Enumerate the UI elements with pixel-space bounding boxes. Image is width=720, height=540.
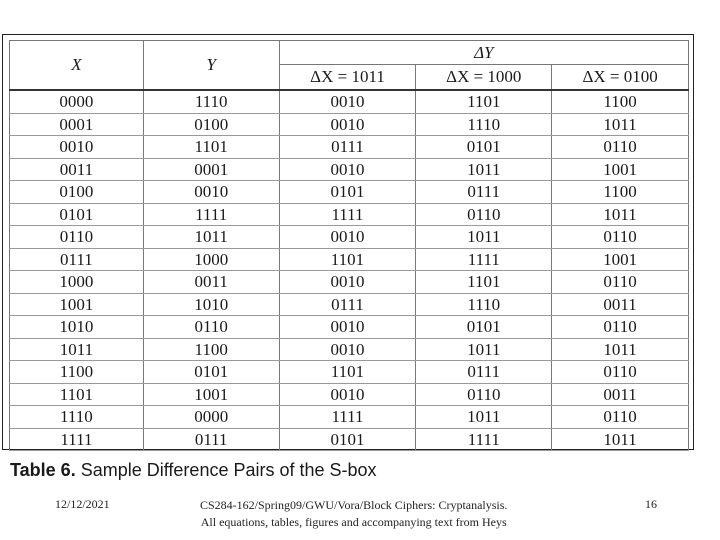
table-cell: 0010 (10, 136, 144, 159)
table-cell: 0010 (279, 338, 416, 361)
table-cell: 0010 (143, 181, 279, 204)
table-cell: 1011 (416, 406, 552, 429)
table-cell: 0110 (552, 226, 689, 249)
table-row (10, 226, 689, 249)
table-cell: 0101 (416, 136, 552, 159)
table-cell: 1000 (143, 248, 279, 271)
table-cell: 0100 (143, 113, 279, 136)
table-row (10, 113, 689, 136)
table-cell: 1001 (552, 158, 689, 181)
footer-date: 12/12/2021 (55, 497, 110, 511)
table-cell: 0101 (10, 203, 144, 226)
table-cell: 1100 (143, 338, 279, 361)
table-cell: 0110 (416, 203, 552, 226)
table-cell: 0010 (279, 271, 416, 294)
table-cell: 0110 (552, 271, 689, 294)
table-cell: 1110 (10, 406, 144, 429)
difference-pairs-table (9, 40, 689, 451)
table-cell: 0000 (10, 90, 144, 113)
table-cell: 0100 (10, 181, 144, 204)
table-cell: 1111 (143, 203, 279, 226)
table-cell: 0001 (10, 113, 144, 136)
header-y: Y (143, 41, 279, 91)
table-cell: 1010 (10, 316, 144, 339)
table-cell: 0011 (10, 158, 144, 181)
header-delta-x-0100: ΔX = 0100 (552, 65, 689, 91)
table-cell: 0111 (10, 248, 144, 271)
table-cell: 0110 (552, 361, 689, 384)
table-row (10, 158, 689, 181)
table-cell: 0101 (416, 316, 552, 339)
table-row (10, 316, 689, 339)
table-cell: 0110 (416, 383, 552, 406)
table-cell: 0111 (279, 293, 416, 316)
table-cell: 1100 (552, 181, 689, 204)
table-cell: 0111 (279, 136, 416, 159)
table-cell: 1110 (143, 90, 279, 113)
table-cell: 1001 (10, 293, 144, 316)
table-cell: 0001 (143, 158, 279, 181)
table-row (10, 428, 689, 451)
table-cell: 1111 (416, 248, 552, 271)
table-cell: 1011 (552, 338, 689, 361)
table-cell: 0101 (143, 361, 279, 384)
table-row (10, 181, 689, 204)
table-cell: 0111 (416, 181, 552, 204)
table-cell: 1000 (10, 271, 144, 294)
table-cell: 1011 (552, 113, 689, 136)
header-delta-x-1000: ΔX = 1000 (416, 65, 552, 91)
table-cell: 0111 (416, 361, 552, 384)
table-body (10, 90, 689, 451)
table-cell: 0110 (552, 406, 689, 429)
table-cell: 1011 (143, 226, 279, 249)
caption-text: Sample Difference Pairs of the S-box (80, 460, 377, 480)
table-cell: 0010 (279, 226, 416, 249)
table-row (10, 136, 689, 159)
table-caption (10, 460, 377, 481)
footer-credit (200, 497, 507, 531)
table-cell: 1001 (143, 383, 279, 406)
table-row (10, 203, 689, 226)
table-cell: 1101 (143, 136, 279, 159)
table-row (10, 338, 689, 361)
table-cell: 0000 (143, 406, 279, 429)
table-cell: 1111 (416, 428, 552, 451)
header-x: X (10, 41, 144, 91)
table-cell: 0010 (279, 113, 416, 136)
table-row (10, 271, 689, 294)
table-cell: 1010 (143, 293, 279, 316)
table-cell: 0010 (279, 90, 416, 113)
table-cell: 1100 (10, 361, 144, 384)
footer-credit-line1: CS284-162/Spring09/GWU/Vora/Block Ciphers: Cryptanalysis. (200, 498, 508, 512)
table-row (10, 361, 689, 384)
table-frame (2, 34, 694, 450)
table-row (10, 90, 689, 113)
table-cell: 1101 (416, 271, 552, 294)
table-row (10, 406, 689, 429)
table-cell: 1011 (416, 226, 552, 249)
table-cell: 1110 (416, 113, 552, 136)
table-cell: 1111 (279, 203, 416, 226)
table-cell: 1100 (552, 90, 689, 113)
table-cell: 1111 (279, 406, 416, 429)
table-row (10, 248, 689, 271)
table-cell: 1101 (279, 361, 416, 384)
table-cell: 1101 (279, 248, 416, 271)
table-cell: 0111 (143, 428, 279, 451)
table-cell: 0010 (279, 383, 416, 406)
table-cell: 0011 (552, 383, 689, 406)
table-cell: 1110 (416, 293, 552, 316)
table-cell: 0101 (279, 181, 416, 204)
table-cell: 0011 (143, 271, 279, 294)
header-delta-x-1011: ΔX = 1011 (279, 65, 416, 91)
table-cell: 1011 (416, 158, 552, 181)
table-cell: 1001 (552, 248, 689, 271)
table-row (10, 293, 689, 316)
table-row (10, 383, 689, 406)
table-cell: 0101 (279, 428, 416, 451)
table-cell: 1111 (10, 428, 144, 451)
table-cell: 0010 (279, 158, 416, 181)
table-cell: 0110 (143, 316, 279, 339)
footer-credit-line2: All equations, tables, figures and accompanying text from Heys (200, 515, 507, 529)
table-cell: 1101 (416, 90, 552, 113)
header-delta-y: ΔY (279, 41, 688, 65)
table-cell: 0110 (552, 316, 689, 339)
table-cell: 1101 (10, 383, 144, 406)
page-number: 16 (645, 497, 657, 511)
table-cell: 1011 (552, 203, 689, 226)
table-cell: 0010 (279, 316, 416, 339)
table-cell: 0110 (10, 226, 144, 249)
table-cell: 0011 (552, 293, 689, 316)
caption-label: Table 6. (10, 460, 76, 480)
table-cell: 1011 (416, 338, 552, 361)
table-cell: 1011 (552, 428, 689, 451)
table-cell: 0110 (552, 136, 689, 159)
table-cell: 1011 (10, 338, 144, 361)
